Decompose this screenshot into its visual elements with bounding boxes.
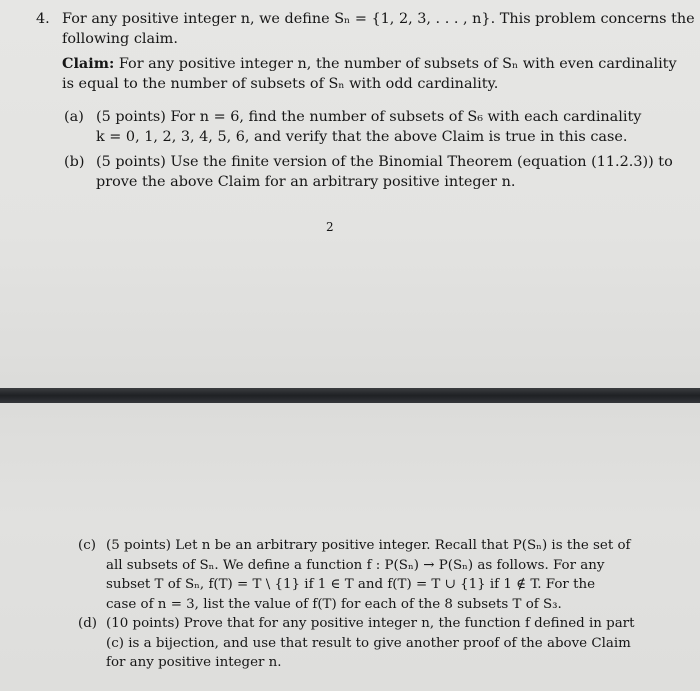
problem-intro — [62, 9, 695, 49]
worksheet-page-bottom — [0, 403, 700, 691]
page-divider — [0, 388, 700, 403]
part-b-text: (5 points) Use the finite version of the Binomial Theorem (equation (11.2.3)) to prove the above Claim for an arbitrary positive integer n. — [96, 154, 673, 190]
claim-paragraph — [62, 54, 677, 94]
page-number: 2 — [326, 220, 334, 234]
problem-number: 4. — [36, 11, 50, 27]
part-d-label: (d) — [78, 616, 98, 631]
part-c-text: (5 points) Let n be an arbitrary positive integer. Recall that P(Sₙ) is the set of all subsets of Sₙ. We define a function f : P(Sₙ) → P(Sₙ) as follows. For any subset T of Sₙ, f(T) = T \ {1} if 1 ∈ T and f(T) = T ∪ {1} if 1 ∉ T. For the case of n = 3, list the value of f(T) for each of the 8 subsets T of S₃. — [106, 538, 631, 612]
part-d-text: (10 points) Prove that for any positive integer n, the function f defined in part (c) is a bijection, and use that result to give another proof of the above Claim for any positive integer n. — [106, 616, 635, 670]
intro-line: For any positive integer n, we define Sₙ = {1, 2, 3, . . . , n}. This problem concerns the — [62, 11, 695, 27]
part-a-text: (5 points) For n = 6, find the number of subsets of S₆ with each cardinality k = 0, 1, 2, 3, 4, 5, 6, and verify that the above Claim is true in this case. — [96, 109, 642, 145]
claim-text: is equal to the number of subsets of Sₙ with odd cardinality. — [62, 76, 499, 92]
claim-label: Claim: — [62, 55, 115, 72]
claim-text: For any positive integer n, the number of subsets of Sₙ with even cardinality — [114, 56, 677, 72]
part-b-label: (b) — [64, 154, 85, 170]
part-a-label: (a) — [64, 109, 84, 125]
intro-line: following claim. — [62, 31, 178, 47]
part-c-label: (c) — [78, 538, 96, 553]
